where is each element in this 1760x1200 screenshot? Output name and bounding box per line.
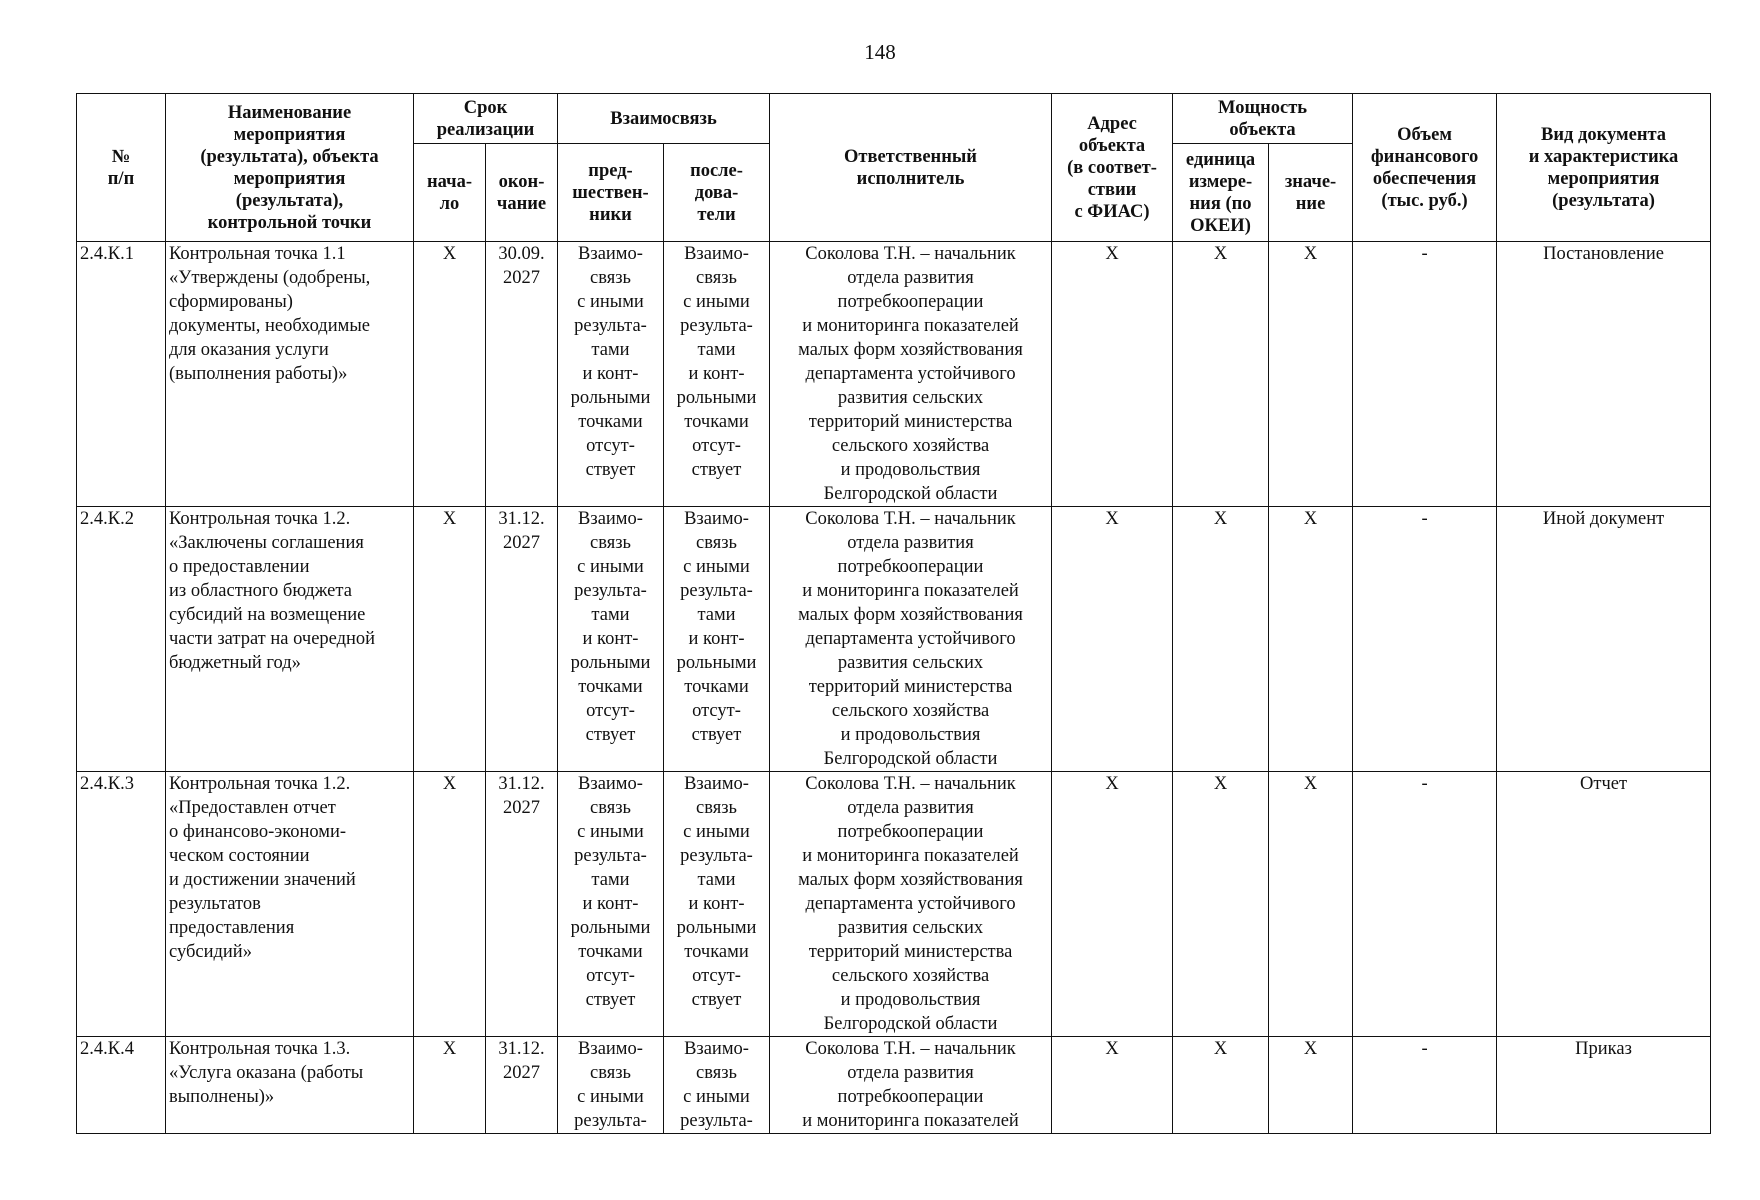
cell-address: X — [1052, 772, 1173, 1037]
page-number: 148 — [864, 40, 896, 64]
cell-doc: Отчет — [1497, 772, 1711, 1037]
table-row — [77, 1037, 1711, 1134]
cell-responsible: Соколова Т.Н. – начальник отдела развития потребкооперации и мониторинга показателей малых форм хозяйствования департамента устойчивого развития сельских территорий министерства сельского хозяйства и продовольствия Белгородской области — [770, 507, 1052, 772]
header-relation: Взаимосвязь — [558, 94, 770, 144]
cell-value: X — [1269, 242, 1353, 507]
cell-num: 2.4.К.3 — [77, 772, 166, 1037]
cell-name: Контрольная точка 1.2. «Заключены соглашения о предоставлении из областного бюджета субсидий на возмещение части затрат на очередной бюджетный год» — [166, 507, 414, 772]
cell-name: Контрольная точка 1.2. «Предоставлен отчет о финансово-экономи- ческом состоянии и достижении значений результатов предоставления субсидий» — [166, 772, 414, 1037]
cell-unit: X — [1173, 772, 1269, 1037]
header-capacity-unit: единица измере- ния (по ОКЕИ) — [1173, 144, 1269, 242]
cell-doc: Приказ — [1497, 1037, 1711, 1134]
header-term-end: окон- чание — [486, 144, 558, 242]
cell-post: Взаимо- связь с иными результа- тами и конт- рольными точками отсут- ствует — [664, 507, 770, 772]
cell-value: X — [1269, 507, 1353, 772]
cell-start: X — [414, 772, 486, 1037]
cell-unit: X — [1173, 1037, 1269, 1134]
control-points-table — [76, 93, 1711, 1134]
cell-pred: Взаимо- связь с иными результа- — [558, 1037, 664, 1134]
cell-post: Взаимо- связь с иными результа- тами и конт- рольными точками отсут- ствует — [664, 772, 770, 1037]
cell-responsible: Соколова Т.Н. – начальник отдела развития потребкооперации и мониторинга показателей малых форм хозяйствования департамента устойчивого развития сельских территорий министерства сельского хозяйства и продовольствия Белгородской области — [770, 242, 1052, 507]
table-row — [77, 242, 1711, 507]
cell-address: X — [1052, 242, 1173, 507]
cell-post: Взаимо- связь с иными результа- — [664, 1037, 770, 1134]
cell-unit: X — [1173, 507, 1269, 772]
header-capacity: Мощность объекта — [1173, 94, 1353, 144]
cell-value: X — [1269, 1037, 1353, 1134]
header-term-start: нача- ло — [414, 144, 486, 242]
header-name: Наименование мероприятия (результата), объекта мероприятия (результата), контрольной точки — [166, 94, 414, 242]
cell-address: X — [1052, 1037, 1173, 1134]
cell-start: X — [414, 1037, 486, 1134]
header-responsible: Ответственный исполнитель — [770, 94, 1052, 242]
cell-value: X — [1269, 772, 1353, 1037]
header-finance: Объем финансового обеспечения (тыс. руб.) — [1353, 94, 1497, 242]
cell-num: 2.4.К.1 — [77, 242, 166, 507]
header-relation-post: после- дова- тели — [664, 144, 770, 242]
cell-responsible: Соколова Т.Н. – начальник отдела развития потребкооперации и мониторинга показателей малых форм хозяйствования департамента устойчивого развития сельских территорий министерства сельского хозяйства и продовольствия Белгородской области — [770, 772, 1052, 1037]
cell-doc: Иной документ — [1497, 507, 1711, 772]
cell-end: 31.12. 2027 — [486, 1037, 558, 1134]
table-header — [77, 94, 1711, 242]
cell-end: 31.12. 2027 — [486, 772, 558, 1037]
cell-start: X — [414, 242, 486, 507]
cell-finance: - — [1353, 507, 1497, 772]
cell-end: 30.09. 2027 — [486, 242, 558, 507]
header-capacity-value: значе- ние — [1269, 144, 1353, 242]
cell-finance: - — [1353, 772, 1497, 1037]
cell-end: 31.12. 2027 — [486, 507, 558, 772]
cell-finance: - — [1353, 1037, 1497, 1134]
header-term: Срок реализации — [414, 94, 558, 144]
cell-pred: Взаимо- связь с иными результа- тами и конт- рольными точками отсут- ствует — [558, 507, 664, 772]
cell-responsible: Соколова Т.Н. – начальник отдела развития потребкооперации и мониторинга показателей — [770, 1037, 1052, 1134]
cell-finance: - — [1353, 242, 1497, 507]
cell-pred: Взаимо- связь с иными результа- тами и конт- рольными точками отсут- ствует — [558, 242, 664, 507]
header-doc-type: Вид документа и характеристика мероприятия (результата) — [1497, 94, 1711, 242]
table-row — [77, 772, 1711, 1037]
cell-post: Взаимо- связь с иными результа- тами и конт- рольными точками отсут- ствует — [664, 242, 770, 507]
header-address: Адрес объекта (в соответ- ствии с ФИАС) — [1052, 94, 1173, 242]
header-num: № п/п — [77, 94, 166, 242]
cell-doc: Постановление — [1497, 242, 1711, 507]
cell-start: X — [414, 507, 486, 772]
cell-num: 2.4.К.4 — [77, 1037, 166, 1134]
cell-address: X — [1052, 507, 1173, 772]
cell-name: Контрольная точка 1.1 «Утверждены (одобрены, сформированы) документы, необходимые для оказания услуги (выполнения работы)» — [166, 242, 414, 507]
cell-pred: Взаимо- связь с иными результа- тами и конт- рольными точками отсут- ствует — [558, 772, 664, 1037]
table-row — [77, 507, 1711, 772]
header-relation-pred: пред- шествен- ники — [558, 144, 664, 242]
cell-unit: X — [1173, 242, 1269, 507]
cell-name: Контрольная точка 1.3. «Услуга оказана (работы выполнены)» — [166, 1037, 414, 1134]
cell-num: 2.4.К.2 — [77, 507, 166, 772]
